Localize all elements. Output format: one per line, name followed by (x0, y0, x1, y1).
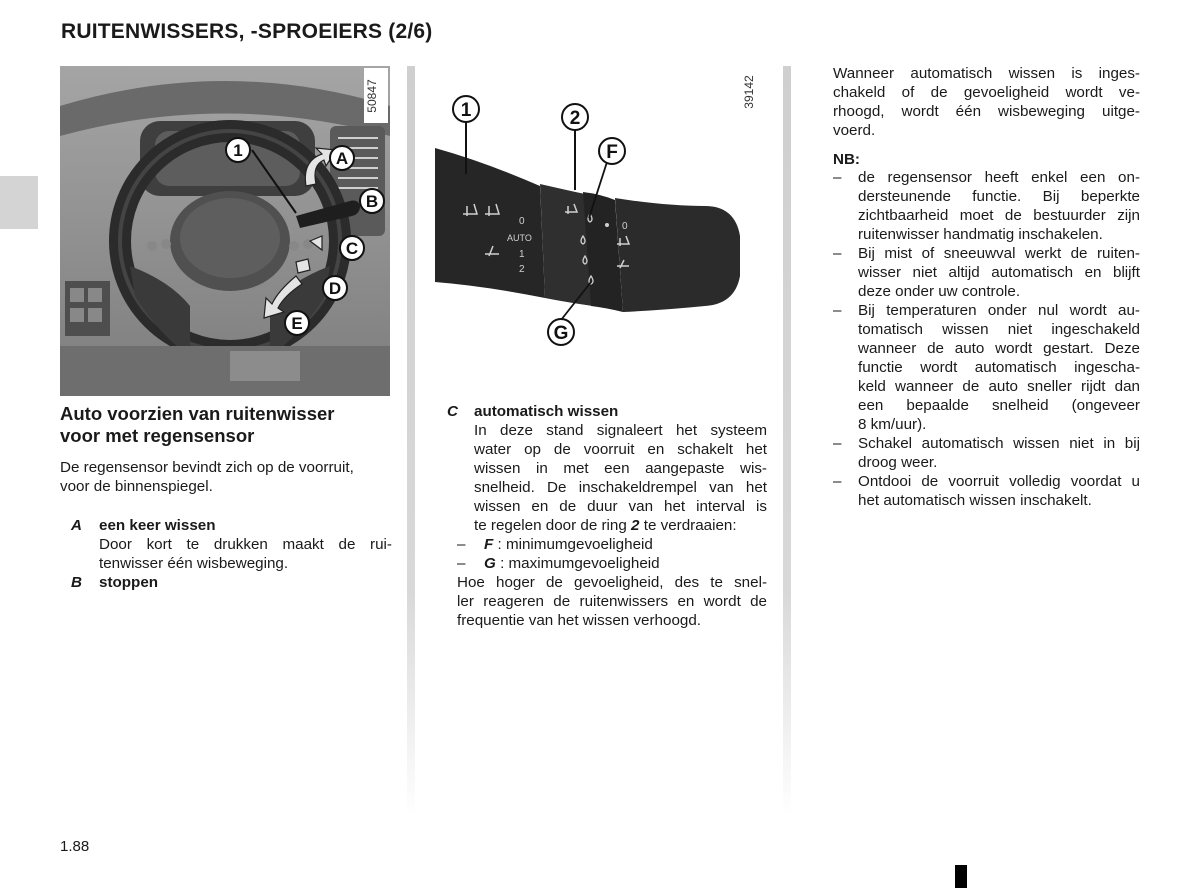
dash: – (457, 536, 466, 553)
callout-B (360, 189, 384, 213)
col3-intro (833, 64, 1140, 140)
option-g (457, 554, 767, 573)
text-line: wisser niet altijd automatisch en blijft (858, 264, 1140, 281)
dash: – (833, 473, 842, 490)
ring-ref: 2 (631, 517, 640, 534)
text-line: ler reageren de ruitenwissers en wordt de (457, 593, 767, 610)
svg-text:A: A (335, 149, 349, 168)
marking-1: 1 (519, 249, 525, 260)
dash: – (833, 245, 842, 262)
text-run: te regelen door de ring (474, 517, 632, 534)
svg-text:B: B (365, 192, 379, 211)
callout-A (330, 146, 354, 170)
text-line: deze onder uw controle. (858, 283, 1021, 300)
callout-1 (453, 96, 479, 122)
figure-ref-number: 50847 (365, 79, 379, 113)
wiper-stalk-figure (435, 66, 780, 366)
marking-2: 2 (519, 264, 525, 275)
item-label: C (447, 403, 458, 420)
callout-D (323, 276, 347, 300)
item-label: A (71, 517, 82, 534)
figure-ref-number: 39142 (742, 75, 756, 109)
marking-0-end: 0 (622, 221, 628, 232)
text-line: de regensensor heeft enkel een on- (858, 169, 1140, 186)
text-line: het automatisch wissen inschakelt. (858, 492, 1092, 509)
text-line: frequentie van het wissen verhoogd. (457, 612, 702, 629)
callout-F (599, 138, 625, 164)
column-divider-2 (783, 66, 791, 816)
item-text (447, 421, 767, 535)
callout-2 (562, 104, 588, 130)
svg-text:C: C (345, 239, 359, 258)
text-line: droog weer. (858, 454, 938, 471)
svg-text:D: D (328, 279, 342, 298)
text-line: water op de voorruit en schakelt het (474, 441, 767, 458)
text-line: De regensensor bevindt zich op de voorruit, (60, 459, 354, 476)
callout-1 (226, 138, 250, 162)
svg-text:G: G (553, 323, 569, 344)
text-line: dersteunende functie. Bij beperkte (858, 188, 1140, 205)
section-tab (0, 176, 38, 229)
text-line: zichtbaarheid moet de bestuurder zijn (858, 207, 1140, 224)
column-divider-1 (407, 66, 415, 816)
text-line: Hoe hoger de gevoeligheid, des te snel- (457, 574, 767, 591)
item-label: B (71, 574, 82, 591)
text-line: snelheid. De inschakeldrempel van het (474, 479, 767, 496)
text-line: voor de binnenspiegel. (60, 478, 213, 495)
option-text: : minimumgevoeligheid (497, 536, 653, 553)
svg-text:E: E (291, 314, 303, 333)
option-label: G (484, 555, 496, 572)
nb-item (833, 472, 1140, 510)
text-line: keld wanneer de auto sneller rijdt dan (858, 378, 1140, 395)
nb-item (833, 244, 1140, 301)
dash: – (833, 169, 842, 186)
outro-paragraph (457, 573, 767, 630)
text-line: Schakel automatisch wissen niet in bij (858, 435, 1140, 452)
text-line (474, 516, 767, 535)
callout-E (285, 311, 309, 335)
section-heading (60, 403, 392, 447)
item-text: tenwisser één wisbeweging. (99, 555, 289, 572)
dash: – (457, 555, 466, 572)
dash: – (833, 302, 842, 319)
text-line: een bepaalde snelheid (ongeveer (858, 397, 1140, 414)
marking-auto: AUTO (507, 233, 532, 243)
end-marker (955, 865, 967, 888)
nb-item (833, 168, 1140, 244)
item-c (447, 402, 767, 630)
svg-text:F: F (606, 142, 618, 163)
text-line: wissen en de duur van het interval is (474, 498, 767, 515)
item-text: Door kort te drukken maakt de rui- (99, 536, 392, 553)
dash: – (833, 435, 842, 452)
intro-paragraph (60, 458, 392, 496)
page-title: RUITENWISSERS, -SPROEIERS (2/6) (61, 20, 433, 43)
heading-line: Auto voorzien van ruitenwisser (60, 403, 335, 424)
item-b (60, 573, 392, 592)
item-title: automatisch wissen (474, 403, 619, 420)
text-line: Bij temperaturen onder nul wordt au- (858, 302, 1140, 319)
text-line: rhoogd, wordt één wisbeweging uitge- (833, 103, 1140, 120)
text-line: ruitenwisser handmatig inschakelen. (858, 226, 1103, 243)
nb-list (833, 168, 1140, 510)
nb-item (833, 434, 1140, 472)
item-a (60, 516, 392, 573)
option-label: F (484, 536, 494, 553)
text-line: wissen in met een aangepaste wis- (474, 460, 767, 477)
nb-label: NB: (833, 151, 860, 168)
item-title: stoppen (99, 574, 159, 591)
svg-text:1: 1 (460, 100, 472, 121)
steering-wheel-figure (60, 66, 390, 396)
option-text: : maximumgevoeligheid (500, 555, 660, 572)
page-number: 1.88 (60, 838, 90, 855)
steering-wheel-illustration (60, 66, 390, 396)
wiper-stalk-illustration (435, 66, 780, 366)
text-run: te verdraaien: (639, 517, 737, 534)
text-line: Bij mist of sneeuwval werkt de ruiten- (858, 245, 1140, 262)
svg-text:2: 2 (569, 108, 581, 129)
item-title: een keer wissen (99, 517, 216, 534)
text-line: chakeld of de gevoeligheid wordt ve- (833, 84, 1140, 101)
svg-text:1: 1 (233, 141, 243, 160)
text-line: 8 km/uur). (858, 416, 927, 433)
text-line: tomatisch wissen niet ingeschakeld (858, 321, 1140, 338)
callout-G (548, 319, 574, 345)
callout-C (340, 236, 364, 260)
text-line: functie wordt automatisch ingescha- (858, 359, 1140, 376)
option-f (457, 535, 767, 554)
text-line: In deze stand signaleert het systeem (474, 422, 767, 439)
nb-item (833, 301, 1140, 434)
text-line: wanneer de auto wordt gestart. Deze (858, 340, 1140, 357)
heading-line: voor met regensensor (60, 425, 255, 446)
marking-0-top: 0 (519, 216, 525, 227)
text-line: voerd. (833, 122, 876, 139)
text-line: Ontdooi de voorruit volledig voordat u (858, 473, 1140, 490)
text-line: Wanneer automatisch wissen is inges- (833, 65, 1140, 82)
